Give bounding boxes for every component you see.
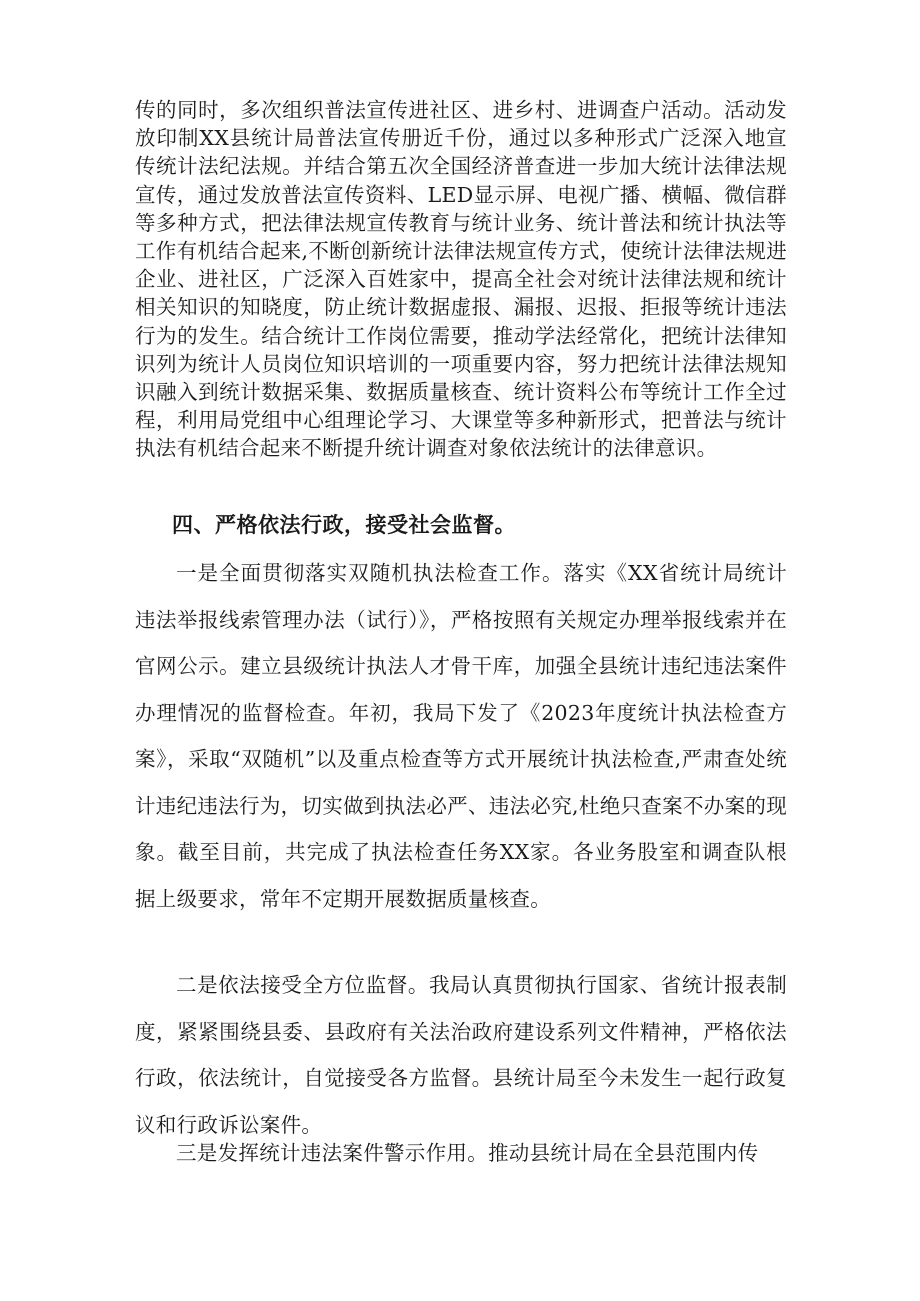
paragraph-item-one: 一是全面贯彻落实双随机执法检查工作。落实《XX省统计局统计违法举报线索管理办法（试行）》，严格按照有关规定办理举报线索并在官网公示。建立县级统计执法人才骨干库，加强全县统计违纪违法案件办理情况的监督检查。年初，我局下发了《2023年度统计执法检查方案》，采取“双随机”以及重点检查等方式开展统计执法检查,严肃查处统计违纪违法行为，切实做到执法必严、违法必究,杜绝只查案不办案的现象。截至目前，共完成了执法检查任务XX家。各业务股室和调查队根据上级要求，常年不定期开展数据质量核查。 xyxy=(135,561,787,911)
paragraph-item-two: 二是依法接受全方位监督。我局认真贯彻执行国家、省统计报表制度，紧紧围绕县委、县政府有关法治政府建设系列文件精神，严格依法行政，依法统计，自觉接受各方监督。县统计局至今未发生一起行政复议和行政诉讼案件。 xyxy=(135,973,787,1137)
section-heading: 四、严格依法行政，接受社会监督。 xyxy=(172,512,516,537)
continuation-paragraph: 传的同时，多次组织普法宣传进社区、进乡村、进调查户活动。活动发放印制XX县统计局普法宣传册近千份，通过以多种形式广泛深入地宣传统计法纪法规。并结合第五次全国经济普查进一步加大统计法律法规宣传，通过发放普法宣传资料、LED显示屏、电视广播、横幅、微信群等多种方式，把法律法规宣传教育与统计业务、统计普法和统计执法等工作有机结合起来,不断创新统计法律法规宣传方式，使统计法律法规进企业、进社区，广泛深入百姓家中，提高全社会对统计法律法规和统计相关知识的知晓度，防止统计数据虚报、漏报、迟报、拒报等统计违法行为的发生。结合统计工作岗位需要，推动学法经常化，把统计法律知识列为统计人员岗位知识培训的一项重要内容，努力把统计法律法规知识融入到统计数据采集、数据质量核查、统计资料公布等统计工作全过程，利用局党组中心组理论学习、大课堂等多种新形式，把普法与统计执法有机结合起来不断提升统计调查对象依法统计的法律意识。 xyxy=(135,98,787,461)
paragraph-item-three: 三是发挥统计违法案件警示作用。推动县统计局在全县范围内传 xyxy=(176,1141,759,1165)
